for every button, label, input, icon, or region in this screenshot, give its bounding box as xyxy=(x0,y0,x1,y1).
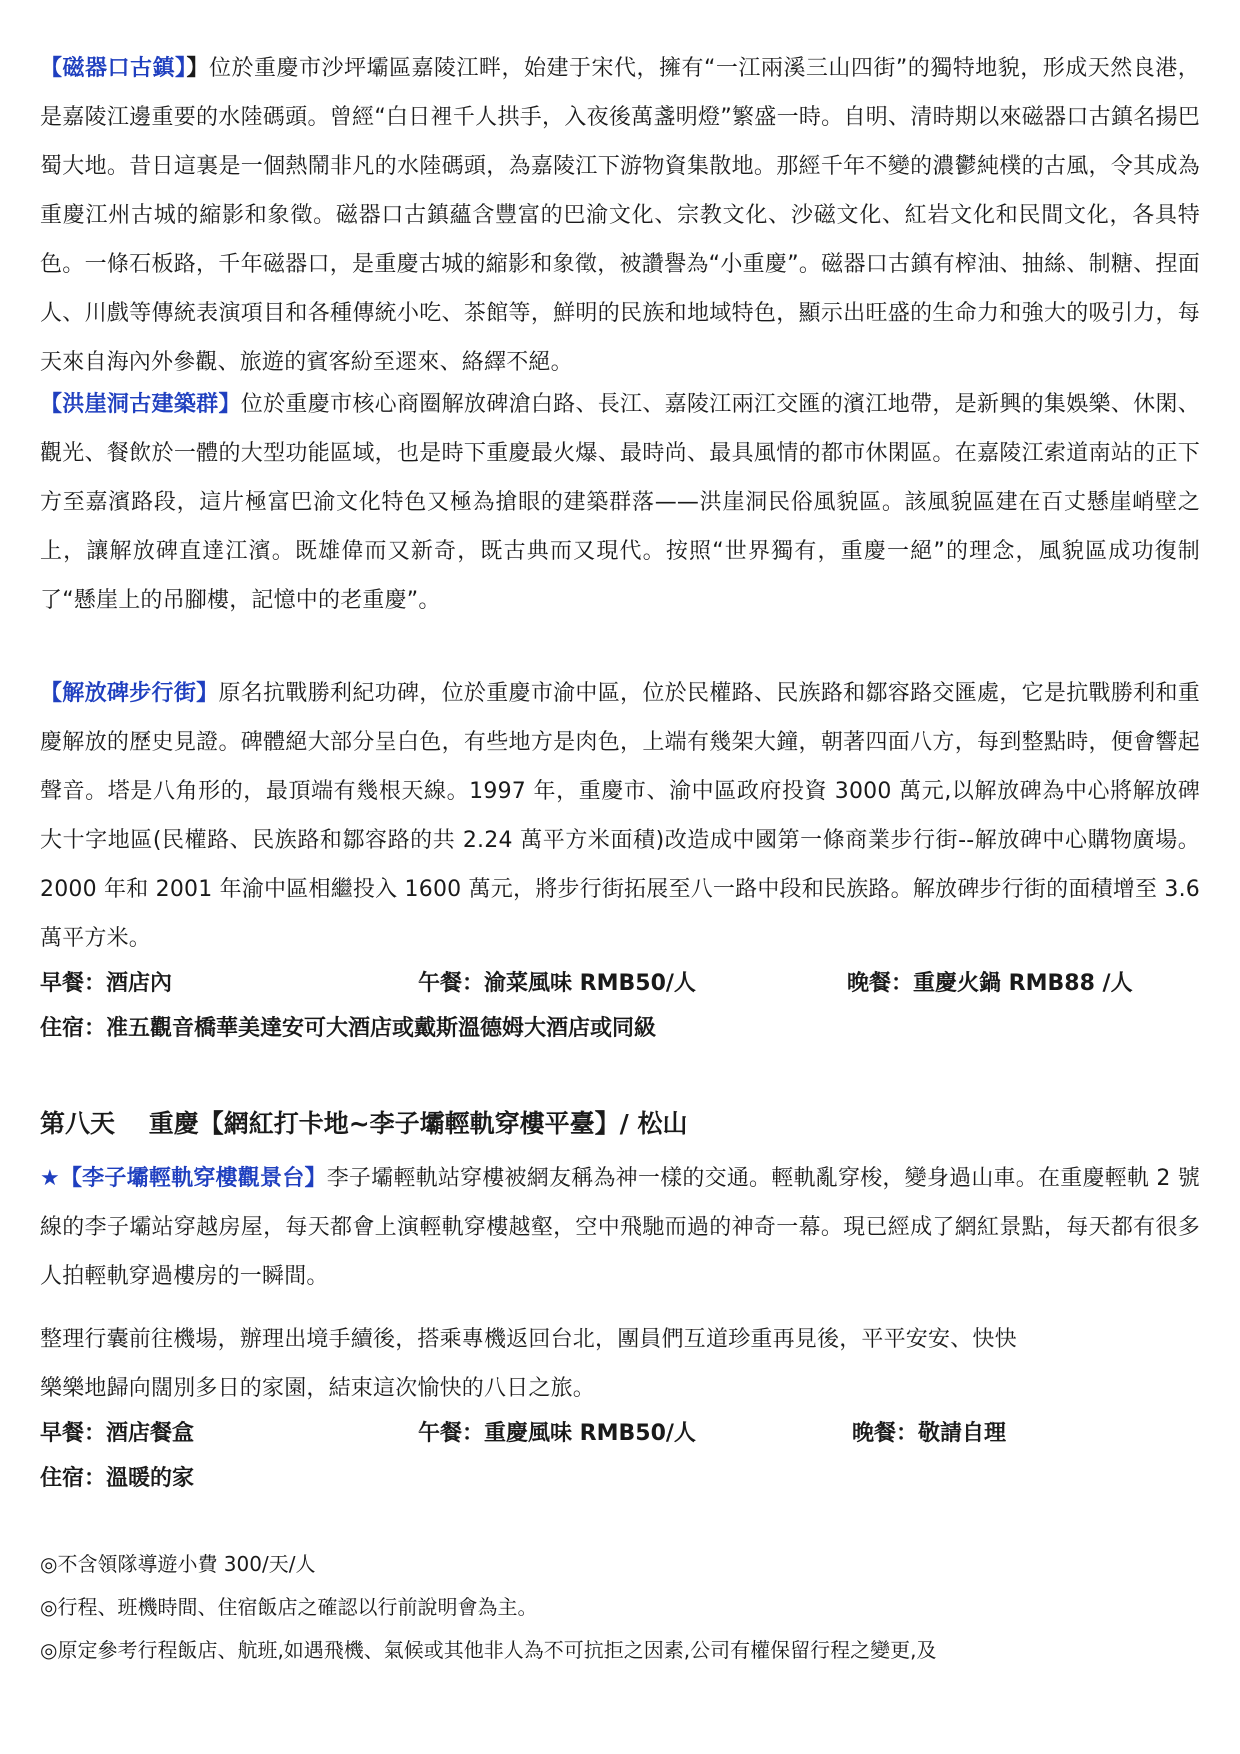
day8-title: 第八天 重慶【網紅打卡地~李子壩輕軌穿樓平臺】/ 松山 xyxy=(40,1109,688,1138)
day7-meals xyxy=(40,966,1200,1010)
note-changes: ◎原定參考行程飯店、航班,如遇飛機、氣候或其他非人為不可抗拒之因素,公司有權保留行程之變更,及 xyxy=(40,1638,937,1662)
ciqikou-tail-bracket: 】 xyxy=(186,56,209,81)
liziba-text: 李子壩輕軌站穿樓被網友稱為神一樣的交通。輕軌亂穿梭，變身過山車。在重慶輕軌 2 號線的李子壩站穿越房屋，每天都會上演輕軌穿樓越壑，空中飛馳而過的神奇一幕。現已經成了網紅景點，每天都有很多人拍輕軌穿過樓房的一瞬間。 xyxy=(40,1166,1201,1289)
jiefangbei-heading: 【解放碑步行街】 xyxy=(40,681,219,706)
day8-lunch: 午餐：重慶風味 RMB50/人 xyxy=(418,1421,696,1446)
day8-dinner: 晚餐：敬請自理 xyxy=(852,1421,1007,1446)
ciqikou-text: 位於重慶市沙坪壩區嘉陵江畔，始建于宋代，擁有“一江兩溪三山四街”的獨特地貌，形成天然良港，是嘉陵江邊重要的水陸碼頭。曾經“白日裡千人拱手，入夜後萬盞明燈”繁盛一時。自明、清時期以來磁器口古鎮名揚巴蜀大地。昔日這裏是一個熱鬧非凡的水陸碼頭，為嘉陵江下游物資集散地。那經千年不變的濃鬱純樸的古風，令其成為重慶江州古城的縮影和象徵。磁器口古鎮蘊含豐富的巴渝文化、宗教文化、沙磁文化、紅岩文化和民間文化，各具特色。一條石板路，千年磁器口，是重慶古城的縮影和象徵，被讚譽為“小重慶”。磁器口古鎮有榨油、抽絲、制糖、捏面人、川戲等傳統表演項目和各種傳統小吃、茶館等，鮮明的民族和地域特色，顯示出旺盛的生命力和強大的吸引力，每天來自海內外參觀、旅遊的賓客紛至遝來、絡繹不絕。 xyxy=(40,56,1200,375)
day8-meals xyxy=(40,1416,1200,1460)
note-tip: ◎不含領隊導遊小費 300/天/人 xyxy=(40,1552,316,1576)
section-jiefangbei xyxy=(40,669,1200,963)
day7-lunch: 午餐：渝菜風味 RMB50/人 xyxy=(418,971,696,996)
day7-lodging: 住宿：准五觀音橋華美達安可大酒店或戴斯溫德姆大酒店或同級 xyxy=(40,1016,657,1041)
note-confirmation: ◎行程、班機時間、住宿飯店之確認以行前說明會為主。 xyxy=(40,1595,538,1619)
day8-lodging: 住宿：溫暖的家 xyxy=(40,1466,195,1491)
liziba-paragraph xyxy=(40,1154,1200,1301)
day7-breakfast: 早餐：酒店內 xyxy=(40,971,173,996)
hongyadong-text: 位於重慶市核心商圈解放碑滄白路、長江、嘉陵江兩江交匯的濱江地帶，是新興的集娛樂、休閑、觀光、餐飲於一體的大型功能區域，也是時下重慶最火爆、最時尚、最具風情的都市休閑區。在嘉陵江索道南站的正下方至嘉濱路段，這片極富巴渝文化特色又極為搶眼的建築群落——洪崖洞民俗風貌區。該風貌區建在百丈懸崖峭壁之上，讓解放碑直達江濱。既雄偉而又新奇，既古典而又現代。按照“世界獨有，重慶一絕”的理念，風貌區成功復制了“懸崖上的吊腳樓，記憶中的老重慶”。 xyxy=(40,392,1200,613)
return-line-1: 整理行囊前往機場，辦理出境手續後，搭乘專機返回台北，團員們互道珍重再見後，平平安安、快快 xyxy=(40,1327,1017,1352)
return-line-2: 樂樂地歸向闊別多日的家園，結束這次愉快的八日之旅。 xyxy=(40,1376,596,1401)
jiefangbei-text: 原名抗戰勝利紀功碑，位於重慶市渝中區，位於民權路、民族路和鄒容路交匯處，它是抗戰勝利和重慶解放的歷史見證。碑體絕大部分呈白色，有些地方是肉色，上端有幾架大鐘，朝著四面八方，每到整點時，便會響起聲音。塔是八角形的，最頂端有幾根天線。1997 年，重慶市、渝中區政府投資 3000 萬元,以解放碑為中心將解放碑大十字地區(民權路、民族路和鄒容路的共 2.24 萬平方米面積)改造成中國第一條商業步行街--解放碑中心購物廣場。2000 年和 2001 年渝中區相繼投入 1600 萬元，將步行街拓展至八一路中段和民族路。解放碑步行街的面積增至 3.6 萬平方米。 xyxy=(40,681,1200,951)
ciqikou-paragraph xyxy=(40,44,1200,387)
section-ciqikou xyxy=(40,44,1200,387)
liziba-heading: ★【李子壩輕軌穿樓觀景台】 xyxy=(40,1166,327,1191)
day8-breakfast: 早餐：酒店餐盒 xyxy=(40,1421,195,1446)
day7-dinner: 晚餐：重慶火鍋 RMB88 /人 xyxy=(847,971,1133,996)
section-liziba xyxy=(40,1154,1200,1301)
hongyadong-heading: 【洪崖洞古建築群】 xyxy=(40,392,241,417)
ciqikou-heading: 【磁器口古鎮】 xyxy=(40,56,187,81)
jiefangbei-paragraph xyxy=(40,669,1200,963)
section-hongyadong xyxy=(40,380,1200,625)
return-paragraph xyxy=(40,1315,1200,1413)
hongyadong-paragraph xyxy=(40,380,1200,625)
